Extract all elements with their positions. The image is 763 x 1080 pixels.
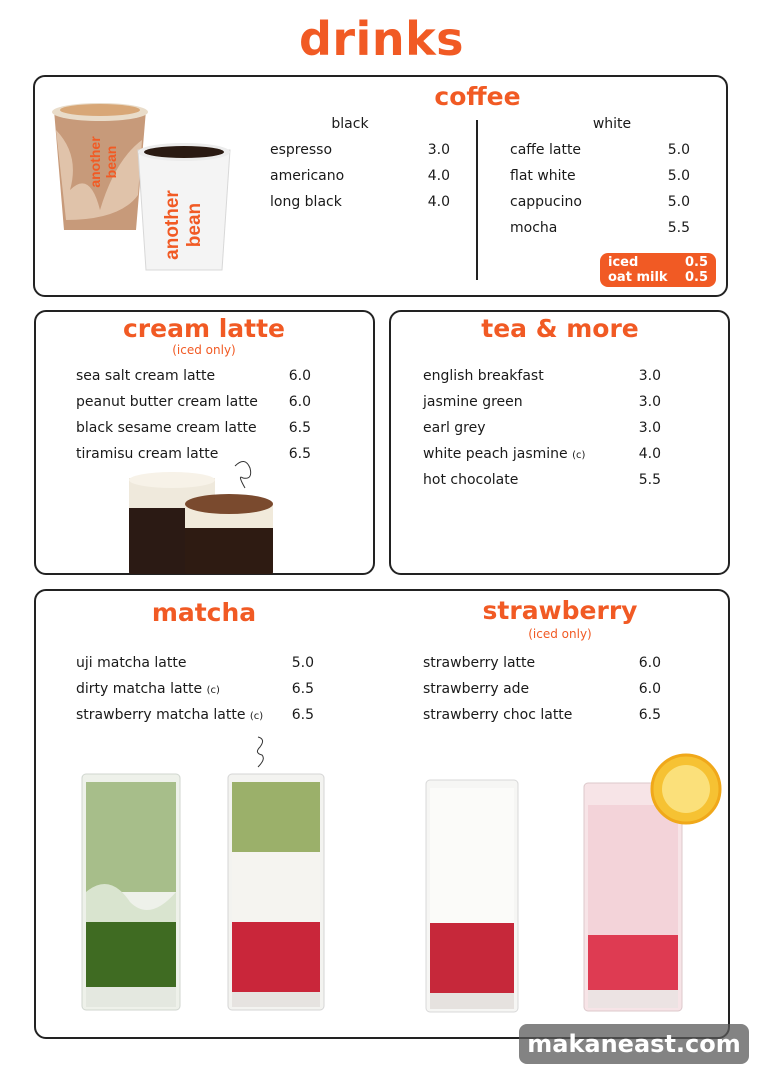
addons-badge [600,253,716,287]
menu-row [510,168,690,184]
item-name: tiramisu cream latte [76,446,219,462]
item-name: jasmine green [423,394,523,410]
item-name: sea salt cream latte [76,368,216,384]
item-name: uji matcha latte [76,655,187,671]
item-price: 3.0 [427,142,450,158]
item-name: peanut butter cream latte [76,394,258,410]
item-name: caffe latte [510,142,582,158]
item-price: 6.0 [638,681,661,697]
item-price: 6.5 [291,707,314,723]
item-name: dirty matcha latte [76,681,203,697]
item-price: 6.5 [291,681,314,697]
item-name: earl grey [423,420,486,436]
item-name: cappucino [510,194,582,210]
item-name: hot chocolate [423,472,519,488]
white-column-label: white [592,116,632,132]
cream-latte-heading: cream latte [122,314,286,343]
uji-matcha-glass-image [80,772,182,1012]
item-price: 5.0 [291,655,314,671]
item-name: mocha [510,220,558,236]
menu-row [423,394,661,410]
watermark: makaneast.com [519,1024,749,1064]
item-price: 5.5 [667,220,690,236]
item-name: english breakfast [423,368,544,384]
strawberry-latte-glass-image [424,778,520,1014]
menu-row [423,368,661,384]
menu-row [510,142,690,158]
addon-name: iced [608,255,639,270]
strawberry-matcha-glass-image [226,772,326,1012]
item-price: 6.5 [288,420,311,436]
addon-price: 0.5 [684,255,708,270]
addon-price: 0.5 [684,270,708,285]
menu-row [423,681,661,697]
menu-row [423,707,661,723]
menu-row [76,394,311,410]
item-name: black sesame cream latte [76,420,257,436]
addon-name: oat milk [608,270,668,285]
item-name: espresso [270,142,333,158]
menu-row [270,168,450,184]
item-name: strawberry choc latte [423,707,573,723]
menu-row [270,142,450,158]
item-name: strawberry ade [423,681,530,697]
menu-row [423,472,661,488]
item-name: strawberry matcha latte [76,707,246,723]
svg-text:bean: bean [103,145,119,179]
item-price: 6.0 [288,368,311,384]
menu-row [510,220,690,236]
cream-latte-glasses-image [125,458,285,574]
item-price: 3.0 [638,420,661,436]
item-price: 6.0 [638,655,661,671]
item-price: 5.0 [667,142,690,158]
menu-row [270,194,450,210]
item-price: 4.0 [427,194,450,210]
strawberry-ade-glass-image [582,745,722,1015]
matcha-heading: matcha [151,598,257,627]
squiggle-icon [235,461,251,488]
item-price: 4.0 [427,168,450,184]
strawberry-heading: strawberry [482,596,638,625]
menu-row [423,420,661,436]
cup-brand-text: another [87,136,103,188]
item-price: 3.0 [638,368,661,384]
coffee-heading: coffee [434,82,521,111]
item-price: 4.0 [638,446,661,462]
item-tag: (c) [206,685,220,696]
item-price: 6.5 [638,707,661,723]
addon-row [608,255,708,270]
tea-heading: tea & more [481,314,639,343]
tea-panel [389,310,730,575]
item-name: americano [270,168,345,184]
item-price: 5.5 [638,472,661,488]
strawberry-note: (iced only) [528,627,592,641]
item-price: 3.0 [638,394,661,410]
menu-row [76,420,311,436]
item-name: white peach jasmine [423,446,568,462]
squiggle-icon [250,735,270,769]
menu-row [510,194,690,210]
svg-text:another: another [162,190,183,260]
menu-row [76,681,314,697]
item-tag: (c) [572,450,586,461]
svg-text:bean: bean [184,202,205,248]
black-column-label: black [331,116,369,132]
item-name: strawberry latte [423,655,536,671]
item-tag: (c) [249,711,264,722]
menu-row [423,446,661,462]
item-price: 6.0 [288,394,311,410]
addon-row [608,270,708,285]
coffee-cups-image [50,100,240,275]
item-price: 5.0 [667,168,690,184]
item-price: 6.5 [288,446,311,462]
page-title: drinks [298,12,465,66]
item-name: long black [270,194,342,210]
cream-latte-note: (iced only) [172,343,236,357]
menu-row [76,655,314,671]
menu-row [76,707,314,723]
coffee-divider [476,120,478,280]
menu-row [76,368,311,384]
item-price: 5.0 [667,194,690,210]
item-name: flat white [510,168,576,184]
menu-row [423,655,661,671]
